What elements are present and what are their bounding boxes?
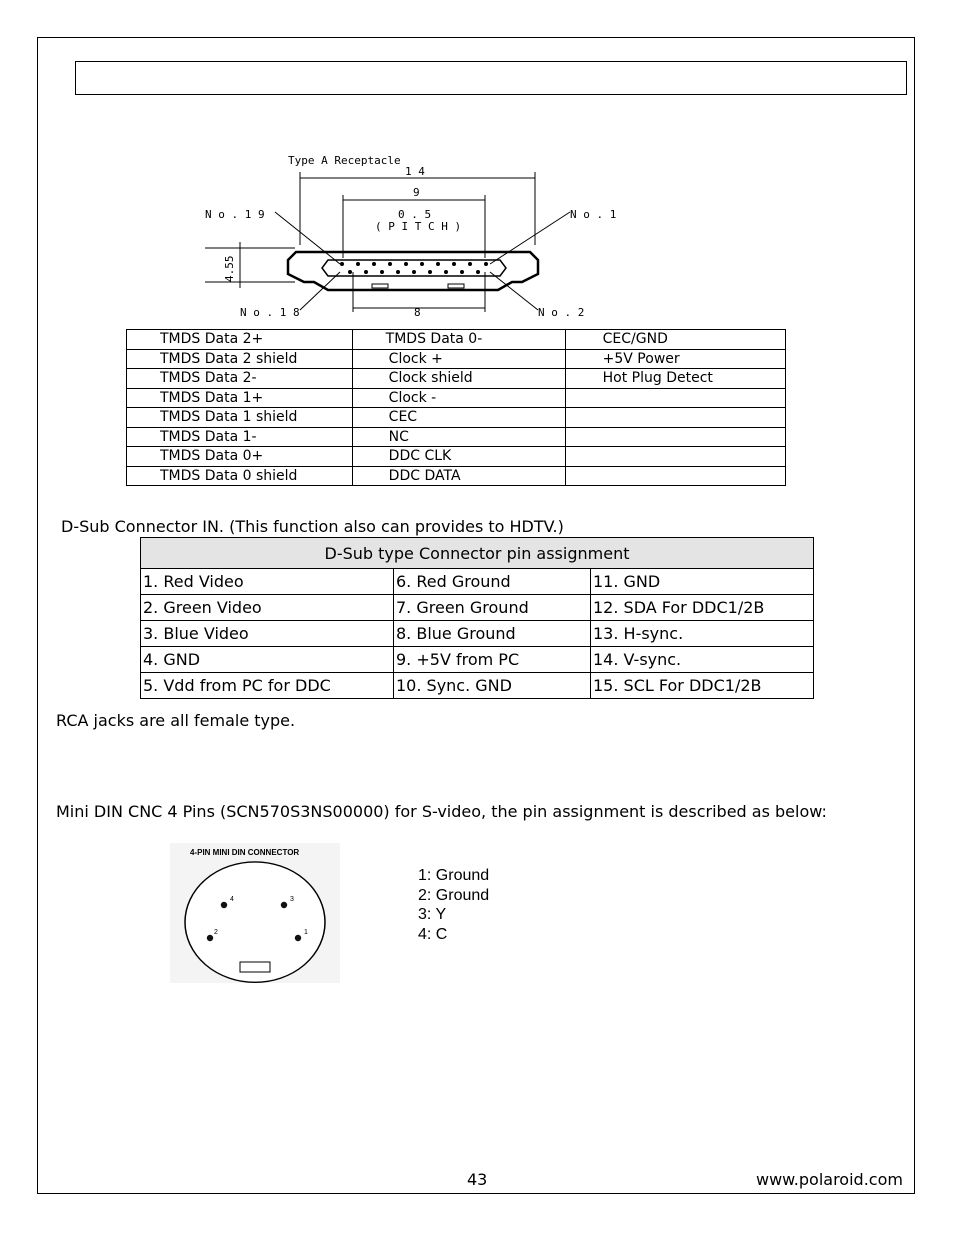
rca-text: RCA jacks are all female type. — [56, 711, 296, 730]
table-cell: 14. V-sync. — [591, 647, 814, 673]
table-cell: 13. H-sync. — [591, 621, 814, 647]
table-row — [127, 369, 786, 389]
table-row — [141, 673, 814, 699]
dsub-pin-table — [140, 537, 814, 699]
table-cell: 4. GND — [141, 647, 394, 673]
table-row — [141, 647, 814, 673]
table-header-row — [141, 538, 814, 569]
din-pin-number: 2 — [214, 929, 218, 936]
table-cell: TMDS Data 0+ — [127, 447, 353, 467]
table-cell: 3. Blue Video — [141, 621, 394, 647]
mini-din-pin-list — [418, 866, 489, 945]
pitch-label: ( P I T C H ) — [375, 220, 462, 233]
table-cell: Hot Plug Detect — [565, 369, 785, 389]
pin19-label: N o . 1 9 — [205, 208, 265, 221]
footer-url[interactable]: www.polaroid.com — [756, 1170, 903, 1189]
table-cell: 5. Vdd from PC for DDC — [141, 673, 394, 699]
table-cell: 10. Sync. GND — [394, 673, 591, 699]
dim-bottom-label: 8 — [414, 306, 421, 319]
din-figure-title: 4-PIN MINI DIN CONNECTOR — [190, 848, 300, 857]
table-cell: NC — [352, 427, 565, 447]
table-cell: TMDS Data 2- — [127, 369, 353, 389]
table-cell: 2. Green Video — [141, 595, 394, 621]
table-cell: +5V Power — [565, 349, 785, 369]
table-cell — [565, 388, 785, 408]
table-cell: TMDS Data 2 shield — [127, 349, 353, 369]
table-row — [127, 388, 786, 408]
table-cell — [565, 466, 785, 486]
din-pin-number: 1 — [304, 929, 308, 936]
page-number: 43 — [467, 1170, 488, 1189]
table-row — [127, 330, 786, 350]
table-row — [127, 349, 786, 369]
table-cell — [565, 408, 785, 428]
table-cell: 15. SCL For DDC1/2B — [591, 673, 814, 699]
table-cell: DDC DATA — [352, 466, 565, 486]
table-cell: CEC/GND — [565, 330, 785, 350]
table-row — [127, 447, 786, 467]
table-cell: DDC CLK — [352, 447, 565, 467]
table-cell: 9. +5V from PC — [394, 647, 591, 673]
dim-width-label: 1 4 — [405, 165, 425, 178]
table-cell: 8. Blue Ground — [394, 621, 591, 647]
table-row — [141, 595, 814, 621]
table-cell: 6. Red Ground — [394, 569, 591, 595]
table-cell — [565, 427, 785, 447]
mini-din-connector-diagram — [170, 843, 340, 983]
table-cell: 12. SDA For DDC1/2B — [591, 595, 814, 621]
dim-pitch-label: 0 . 5 — [398, 208, 432, 221]
list-item: 4: C — [418, 926, 448, 944]
table-cell: 11. GND — [591, 569, 814, 595]
list-item: 3: Y — [418, 906, 447, 924]
table-cell: Clock shield — [352, 369, 565, 389]
table-cell: 1. Red Video — [141, 569, 394, 595]
table-cell: TMDS Data 1 shield — [127, 408, 353, 428]
table-row — [141, 621, 814, 647]
table-cell: Clock + — [352, 349, 565, 369]
table-row — [141, 569, 814, 595]
table-row — [127, 427, 786, 447]
din-pin-number: 4 — [230, 896, 234, 903]
dim-height-label: 4.55 — [223, 255, 236, 282]
table-row — [127, 466, 786, 486]
hdmi-receptacle-diagram — [200, 150, 640, 326]
pin18-label: N o . 1 8 — [240, 306, 300, 319]
table-cell: TMDS Data 0 shield — [127, 466, 353, 486]
table-cell: TMDS Data 0- — [352, 330, 565, 350]
table-cell — [565, 447, 785, 467]
dsub-intro-text: D-Sub Connector IN. (This function also can provides to HDTV.) — [61, 517, 564, 536]
list-item: 1: Ground — [418, 867, 490, 884]
list-item: 2: Ground — [418, 886, 490, 904]
pin2-label: N o . 2 — [538, 306, 585, 319]
table-cell: CEC — [352, 408, 565, 428]
pin1-label: N o . 1 — [570, 208, 617, 221]
hdmi-figure-title: Type A Receptacle — [288, 154, 401, 167]
dim-pins-label: 9 — [413, 186, 420, 199]
table-cell: Clock - — [352, 388, 565, 408]
din-pin-number: 3 — [290, 896, 294, 903]
mini-din-intro-text: Mini DIN CNC 4 Pins (SCN570S3NS00000) for S-video, the pin assignment is described as below: — [56, 802, 827, 821]
section-title-box — [75, 61, 907, 95]
table-cell: TMDS Data 1+ — [127, 388, 353, 408]
table-row — [127, 408, 786, 428]
table-cell: TMDS Data 1- — [127, 427, 353, 447]
table-cell: 7. Green Ground — [394, 595, 591, 621]
hdmi-pin-table — [126, 329, 786, 486]
table-cell: TMDS Data 2+ — [127, 330, 353, 350]
table-header: D-Sub type Connector pin assignment — [141, 538, 814, 569]
